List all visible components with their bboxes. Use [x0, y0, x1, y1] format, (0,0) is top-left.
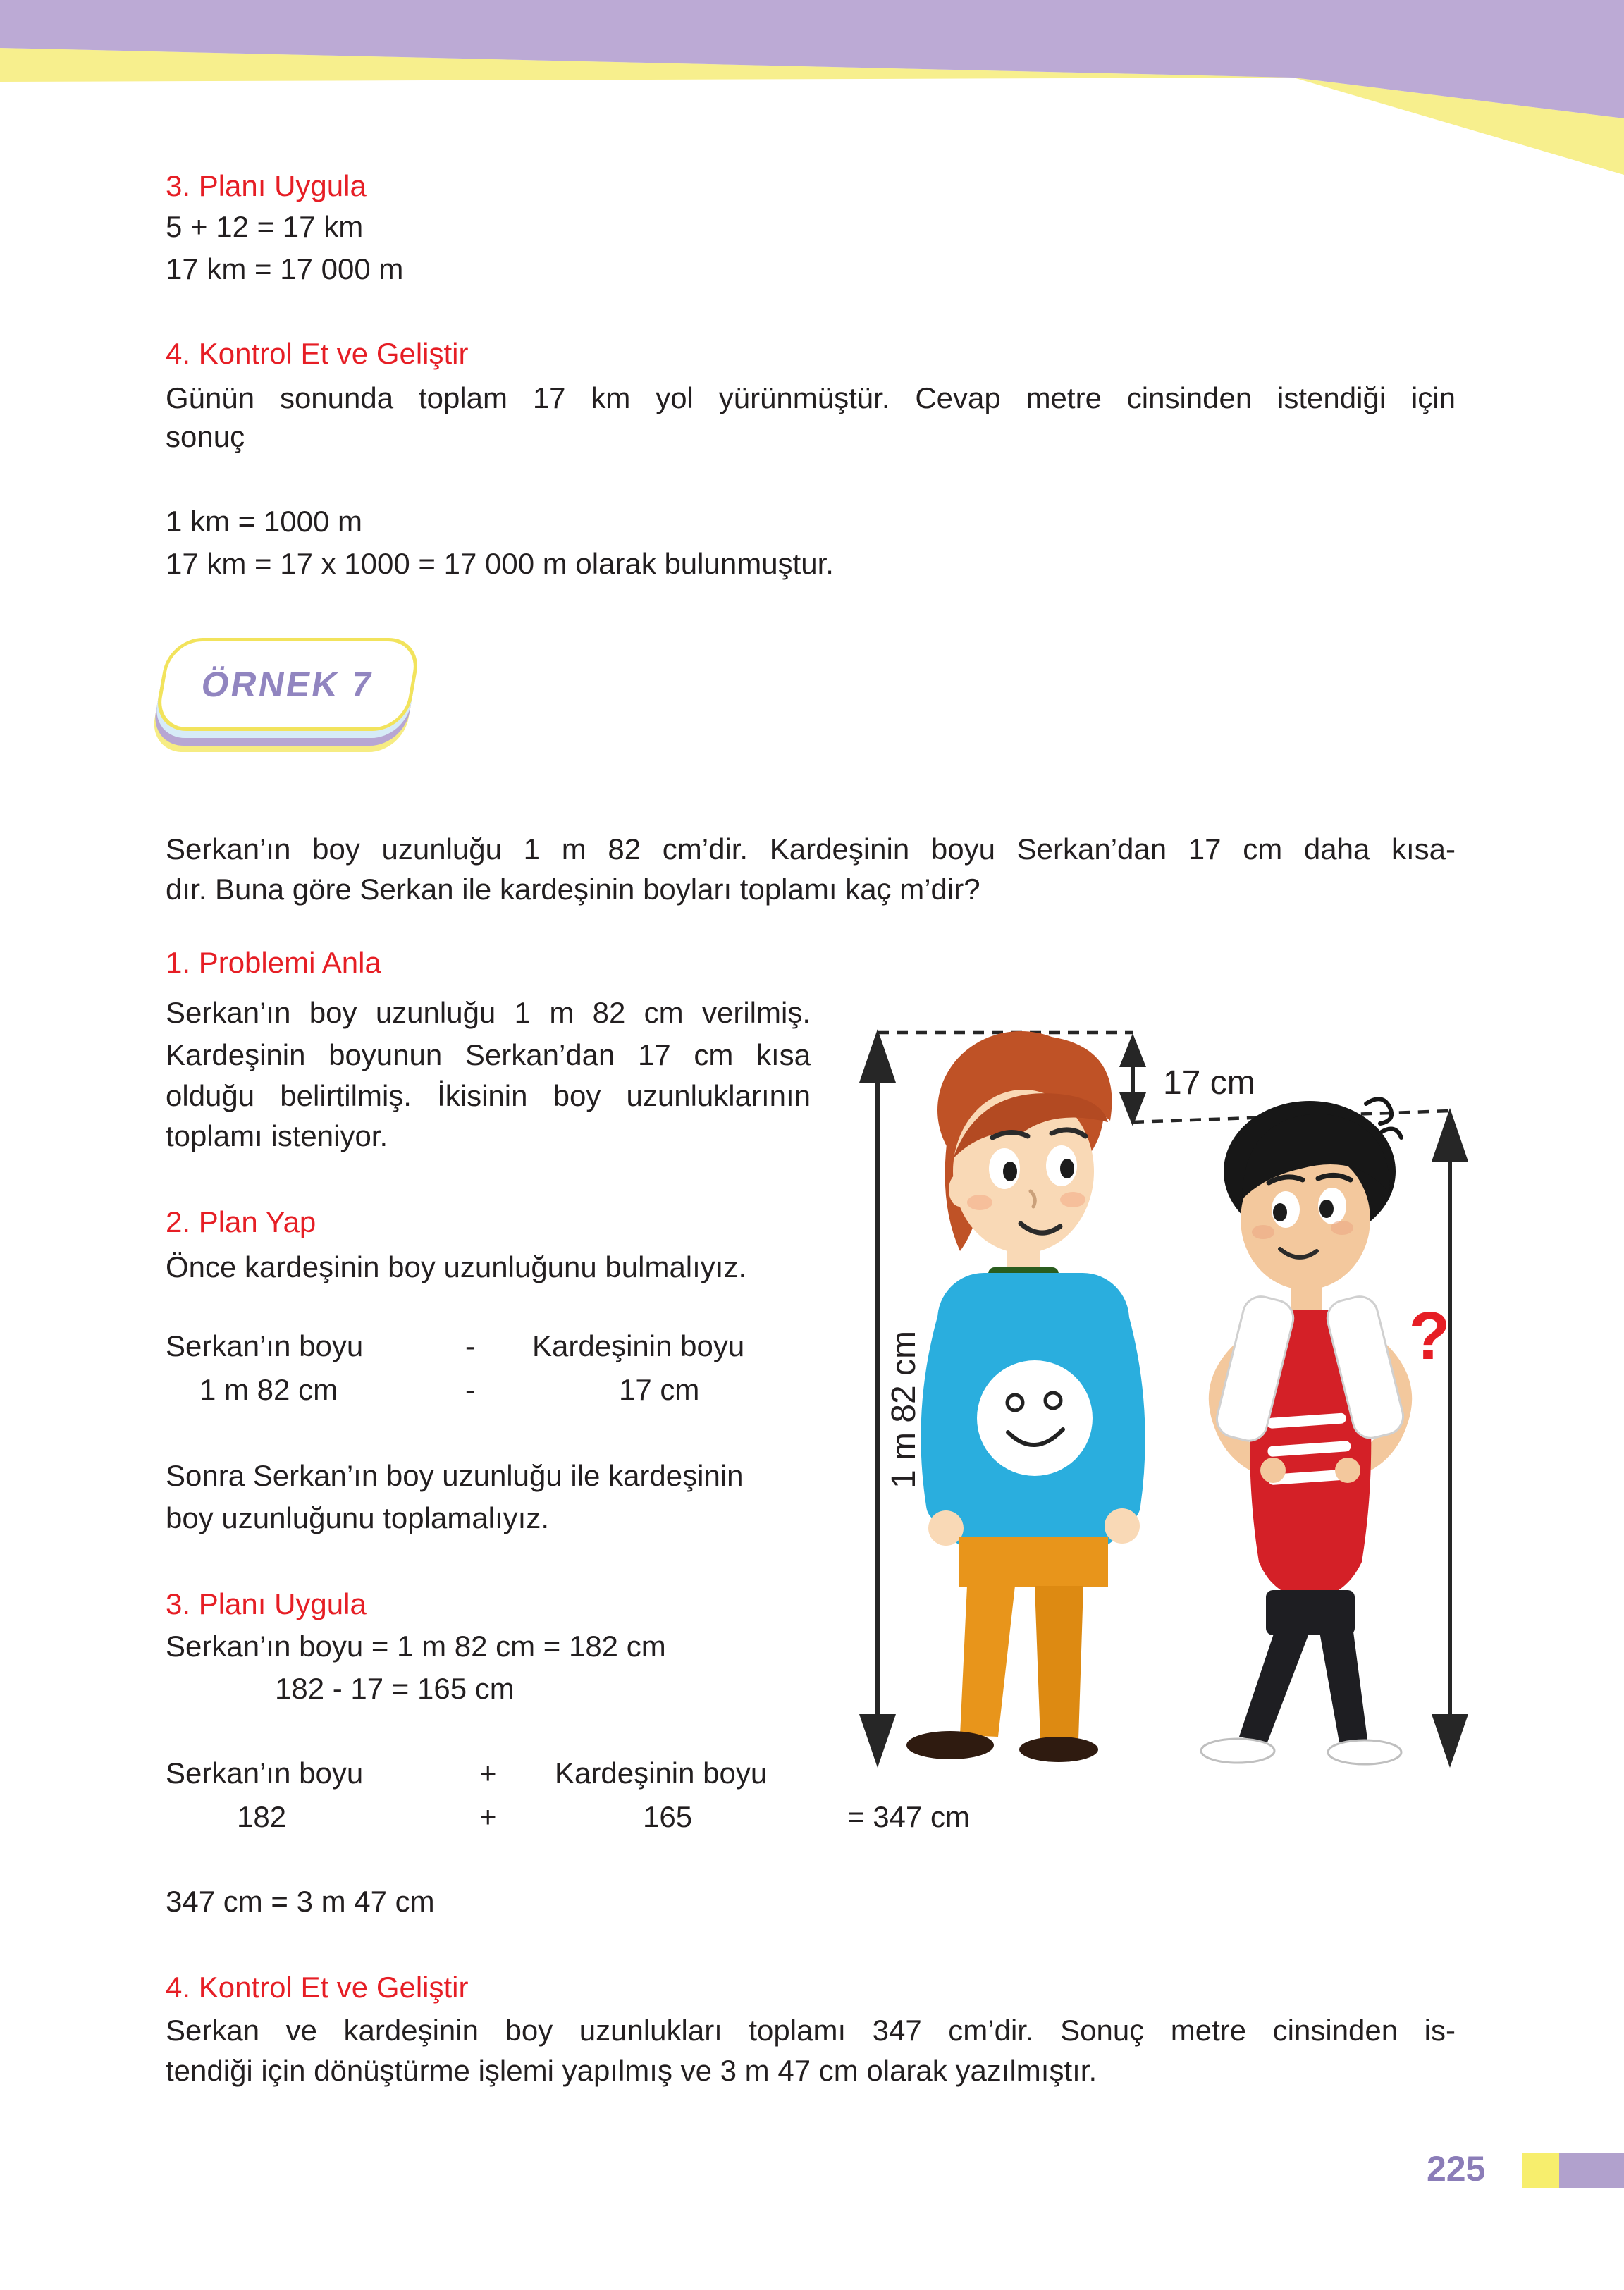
serkan-pupil: [1003, 1162, 1017, 1181]
equation-line: Serkan’ın boyu = 1 m 82 cm = 182 cm: [166, 1630, 666, 1663]
question-mark-label: ?: [1408, 1298, 1451, 1374]
plus-operator: +: [479, 1756, 497, 1790]
brother-neck: [1291, 1277, 1322, 1312]
arrowhead-up-icon: [1119, 1033, 1146, 1067]
arrowhead-down-icon: [859, 1714, 896, 1768]
equation-row: [0, 1799, 1022, 1835]
height-comparison-illustration: [832, 987, 1624, 1783]
paragraph-line: Önce kardeşinin boy uzunluğunu bulmalıyız.: [166, 1250, 747, 1283]
brother-blush: [1252, 1225, 1274, 1239]
paragraph-line: Kardeşinin boyunun Serkan’dan 17 cm kısa: [166, 1038, 811, 1071]
serkan-pupil: [1060, 1159, 1074, 1178]
brother-figure: [1201, 1099, 1407, 1764]
equation-row: [0, 1372, 832, 1408]
minus-operator: -: [465, 1373, 475, 1406]
equation-line: 5 + 12 = 17 km: [166, 210, 364, 243]
brother-blush: [1331, 1221, 1353, 1235]
paragraph-line: olduğu belirtilmiş. İkisinin boy uzunluklarının: [166, 1079, 811, 1112]
page-number: 225: [1427, 2149, 1486, 2189]
equation-line: 17 km = 17 000 m: [166, 252, 404, 285]
footer-purple-bar: [1559, 2153, 1624, 2188]
serkan-figure: [906, 1031, 1140, 1762]
equation-term: 17 cm: [619, 1373, 700, 1406]
serkan-shirt-circle: [977, 1360, 1093, 1476]
section-title-plani-uygula-top: 3. Planı Uygula: [166, 169, 367, 202]
serkan-hand: [1105, 1508, 1140, 1544]
equation-term: Serkan’ın boyu: [166, 1756, 364, 1790]
plus-operator: +: [479, 1800, 497, 1833]
equation-line: 1 km = 1000 m: [166, 505, 362, 538]
equation-line: 347 cm = 3 m 47 cm: [166, 1885, 435, 1918]
serkan-pants-hip: [959, 1537, 1108, 1587]
footer-yellow-square: [1522, 2153, 1559, 2188]
brother-hand: [1260, 1458, 1286, 1483]
section-title-kontrol-et: 4. Kontrol Et ve Geliştir: [166, 1971, 469, 2004]
equation-term: Serkan’ın boyu: [166, 1329, 364, 1362]
equation-term: Kardeşinin boyu: [532, 1329, 745, 1362]
section-title-plan-yap: 2. Plan Yap: [166, 1205, 316, 1238]
equation-term: 1 m 82 cm: [199, 1373, 338, 1406]
paragraph-line: boy uzunluğunu toplamalıyız.: [166, 1501, 550, 1534]
section-title-kontrol-et-top: 4. Kontrol Et ve Geliştir: [166, 337, 469, 370]
brother-hand: [1335, 1458, 1360, 1483]
badge-label: ÖRNEK 7: [198, 665, 377, 704]
paragraph-line: Sonra Serkan’ın boy uzunluğu ile kardeşinin: [166, 1459, 744, 1492]
serkan-hand: [928, 1510, 964, 1546]
brother-pupil: [1273, 1203, 1287, 1221]
equation-term: 182: [237, 1800, 287, 1833]
paragraph-line: Serkan’ın boy uzunluğu 1 m 82 cm verilmiş.: [166, 996, 811, 1029]
serkan-pants-leg: [1035, 1586, 1083, 1740]
brother-pants-hip: [1266, 1590, 1355, 1635]
equation-result: = 347 cm: [847, 1800, 970, 1833]
paragraph-line: tendiği için dönüştürme işlemi yapılmış ve 3 m 47 cm olarak yazılmıştır.: [166, 2054, 1097, 2087]
badge-face: [152, 638, 422, 731]
equation-line: 17 km = 17 x 1000 = 17 000 m olarak bulunmuştur.: [166, 547, 834, 580]
difference-label: 17 cm: [1163, 1064, 1255, 1102]
paragraph-line: Serkan ve kardeşinin boy uzunlukları toplamı 347 cm’dir. Sonuç metre cinsinden is-: [166, 2014, 1456, 2047]
brother-pants-leg: [1239, 1632, 1310, 1742]
paragraph-line: Günün sonunda toplam 17 km yol yürünmüştür. Cevap metre cinsinden istendiği için: [166, 381, 1456, 414]
arrowhead-down-icon: [1432, 1714, 1468, 1768]
arrowhead-up-icon: [859, 1029, 896, 1083]
problem-statement-line: Serkan’ın boy uzunluğu 1 m 82 cm’dir. Kardeşinin boyu Serkan’dan 17 cm daha kısa-: [166, 832, 1456, 866]
example-badge: [161, 638, 414, 731]
serkan-blush: [967, 1195, 992, 1210]
serkan-shoe: [1019, 1737, 1098, 1762]
brother-pupil: [1320, 1200, 1334, 1218]
serkan-blush: [1060, 1192, 1085, 1207]
paragraph-line: sonuç: [166, 420, 245, 453]
serkan-pants-leg: [960, 1586, 1015, 1737]
problem-statement-line: dır. Buna göre Serkan ile kardeşinin boyları toplamı kaç m’dir?: [166, 873, 980, 906]
brother-hair-swirl: [1382, 1129, 1401, 1138]
paragraph-line: toplamı isteniyor.: [166, 1119, 388, 1152]
equation-row: [0, 1328, 832, 1365]
section-title-problemi-anla: 1. Problemi Anla: [166, 946, 381, 979]
equation-term: 165: [643, 1800, 693, 1833]
brother-hair-swirl: [1366, 1099, 1391, 1124]
minus-operator: -: [465, 1329, 475, 1362]
equation-line: 182 - 17 = 165 cm: [275, 1672, 515, 1705]
header-decoration: [0, 0, 1624, 183]
brother-shoe: [1201, 1739, 1274, 1763]
serkan-height-label: 1 m 82 cm: [885, 1330, 923, 1489]
equation-term: Kardeşinin boyu: [555, 1756, 768, 1790]
section-title-plani-uygula: 3. Planı Uygula: [166, 1587, 367, 1620]
arrowhead-up-icon: [1432, 1108, 1468, 1162]
brother-shoe: [1328, 1740, 1401, 1764]
serkan-shoe: [906, 1731, 994, 1759]
brother-pants-leg: [1320, 1632, 1367, 1742]
